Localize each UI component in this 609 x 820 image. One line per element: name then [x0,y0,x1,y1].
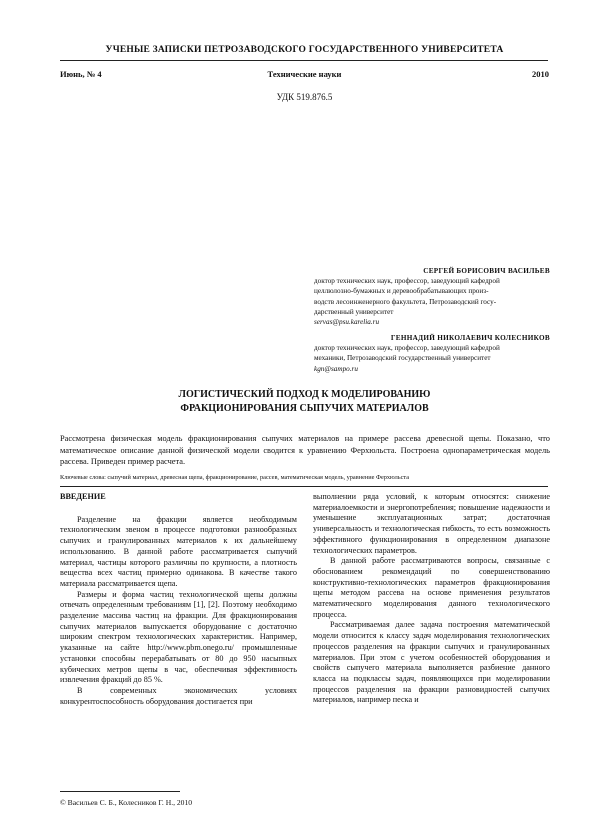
author-affiliation-line: механики, Петрозаводский государственный университет [314,354,491,363]
keywords: Ключевые слова: сыпучий материал, древесная щепа, фракционирование, рассев, математическая модель, уравнение Ферхюльста [60,474,410,481]
paragraph: выполнении ряда условий, к которым относятся: снижение материалоемкости и энергопотребления; повышение надежности и уменьшение эксплуатационных затрат; достаточная универсальность и технологическая гибкость, то есть возможность эффективного функционирования в определенном диапазоне технологических параметров. [313,492,550,555]
author-email: kgn@sampo.ru [314,364,358,373]
issue-label: Июнь, № 4 [60,69,102,79]
author-email: servas@psu.karelia.ru [314,318,380,327]
article-title [0,388,609,416]
title-line: ЛОГИСТИЧЕСКИЙ ПОДХОД К МОДЕЛИРОВАНИЮ [178,389,431,400]
paragraph: Рассматриваемая далее задача построения математической модели относится к классу задач моделирования технологических процессов разделения на фракции сыпучих и гранулированных материалов. При этом с учетом особенностей оборудования и свойств сыпучего материала выполняется разбиение данного класса на подклассы задач, появляющихся при моделировании процессов разделения на фракции разновидностей сыпучих материалов, например песка и [313,620,550,705]
author-block-1 [314,266,550,327]
author-affiliation-line: доктор технических наук, профессор, заведующий кафедрой [314,277,500,286]
left-column [60,492,297,707]
author-affiliation-line: целлюлозно-бумажных и деревообрабатывающих произ- [314,287,489,296]
author-affiliation-line: дарственный университет [314,307,394,316]
section-label: Технические науки [267,69,342,79]
author-name: ГЕННАДИЙ НИКОЛАЕВИЧ КОЛЕСНИКОВ [390,334,550,342]
author-affiliation-line: доктор технических наук, профессор, заведующий кафедрой [314,344,500,353]
footnote-rule [60,791,180,792]
udc-code: УДК 519.876.5 [276,92,333,102]
author-name: СЕРГЕЙ БОРИСОВИЧ ВАСИЛЬЕВ [423,267,550,275]
paragraph: Размеры и форма частиц технологической щепы должны отвечать определенным требованиям [1], [2]. Поэтому необходимо разделение массива частиц на фракции. Для фракционирования сыпучих материалов выпускается оборудование с достаточно широким спектром технологических характеристик. Например, указанные на сайте http://www.pbm.onego.ru/ промышленные установки способны перерабатывать от 80 до 950 насыпных кубических метров щепы в час, обеспечивая эффективность извлечения фракций до 85 %. [60,589,297,685]
keywords-rule [60,486,548,487]
abstract: Рассмотрена физическая модель фракционирования сыпучих материалов на примере рассева древесной щепы. Показано, что математическое описание данной физической модели сводится к уравнению Ферхюльста. Построена однопараметрическая модель рассева. Приведен пример расчета. [60,434,550,466]
right-column [313,492,550,706]
paragraph: Разделение на фракции является необходимым технологическим звеном в процессе подготовки разнообразных сыпучих и гранулированных материалов к их дальнейшему использованию. В данной работе рассматривается сыпучий материал, частицы которого различны по крупности, а плотность вещества всех частиц примерно одинакова. В качестве такого материала рассматривается щепа. [60,514,297,588]
section-heading: ВВЕДЕНИЕ [60,492,106,501]
title-line: ФРАКЦИОНИРОВАНИЯ СЫПУЧИХ МАТЕРИАЛОВ [180,403,429,414]
author-block-2 [314,333,550,374]
header-rule [60,60,548,61]
paragraph: В данной работе рассматриваются вопросы, связанные с обоснованием рекомендаций по совершенствованию конструктивно-технологических параметров фракционирования щепы методом рассева на основе применения результатов математического моделирования данного технологического процесса. [313,556,550,619]
year-label: 2010 [532,69,549,79]
paragraph: В современных экономических условиях конкурентоспособность оборудования достигается при [60,685,297,706]
author-affiliation-line: водств лесоинженерного факультета, Петрозаводский госу- [314,297,497,306]
journal-title: УЧЕНЫЕ ЗАПИСКИ ПЕТРОЗАВОДСКОГО ГОСУДАРСТВЕННОГО УНИВЕРСИТЕТА [105,45,504,55]
copyright: © Васильев С. Б., Колесников Г. Н., 2010 [60,798,193,807]
